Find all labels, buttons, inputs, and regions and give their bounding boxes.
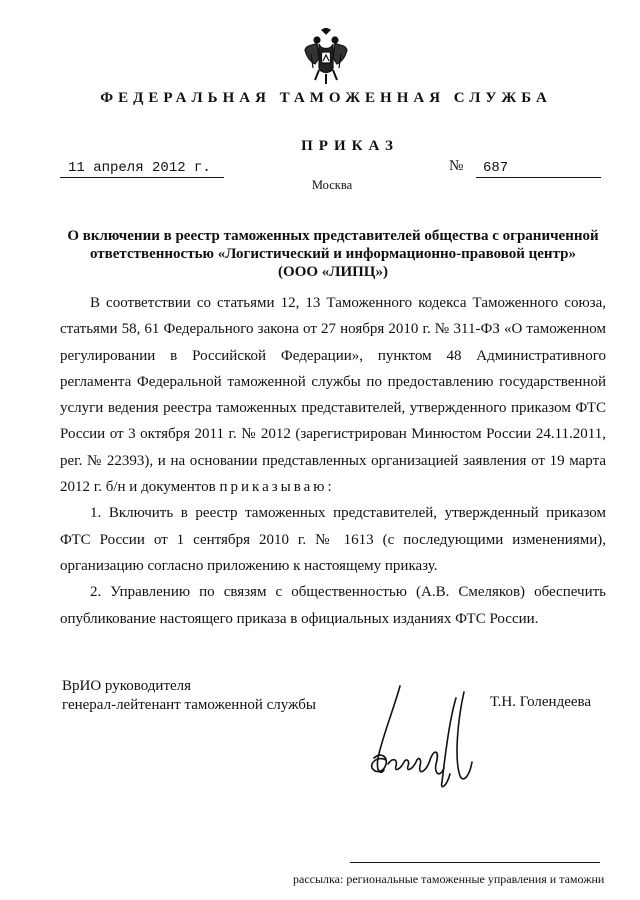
order-item-2: 2. Управлению по связям с общественностью (А.В. Смеляков) обеспечить опубликование настоящего приказа в официальных изданиях ФТС России. — [60, 584, 606, 627]
title-line: ответственностью «Логистический и информационно-правовой центр» — [90, 246, 576, 262]
footer-divider — [350, 862, 600, 863]
signer-position — [62, 677, 316, 715]
order-number: 687 — [476, 160, 601, 178]
signer-name: Т.Н. Голендеева — [490, 694, 592, 710]
order-item-1: 1. Включить в реестр таможенных представителей, утвержденный приказом ФТС России от 1 сентября 2010 г. № 1613 (с последующими изменениями), организацию согласно приложению к настоящему приказу. — [60, 505, 606, 574]
document-body — [60, 290, 606, 632]
city: Москва — [311, 178, 353, 192]
title-line: О включении в реестр таможенных представителей общества с ограниченной — [67, 228, 599, 244]
title-line: (ООО «ЛИПЦ») — [278, 264, 388, 280]
coat-of-arms-icon — [303, 28, 349, 86]
signer-position-line: генерал-лейтенант таможенной службы — [62, 697, 316, 713]
distribution-note: рассылка: региональные таможенные управления и таможни — [293, 872, 605, 886]
order-number-label: № — [449, 158, 464, 174]
signer-position-line: ВрИО руководителя — [62, 678, 192, 694]
document-type: ПРИКАЗ — [301, 138, 399, 154]
order-date: 11 апреля 2012 г. — [60, 160, 224, 178]
handwritten-signature — [360, 678, 490, 798]
document-title — [60, 227, 606, 281]
preamble-text: В соответствии со статьями 12, 13 Таможенного кодекса Таможенного союза, статьями 58, 61 Федерального закона от 27 ноября 2010 г. № 311-ФЗ «О таможенном регулировании в Российской Федерации», пунктом 48 Административного регламента Федеральной таможенной службы по предоставлению государственной услуги ведения реестра таможенных представителей, утвержденного приказом ФТС России от 3 октября 2011 г. № 2012 (зарегистрирован Минюстом России 24.11.2011, рег. № 22393), и на основании представленных организацией заявления от 19 марта 2012 г. б/н и документов — [60, 295, 606, 496]
order-word: приказываю: — [219, 479, 335, 496]
preamble-paragraph — [60, 290, 606, 500]
agency-name: ФЕДЕРАЛЬНАЯ ТАМОЖЕННАЯ СЛУЖБА — [100, 90, 552, 106]
